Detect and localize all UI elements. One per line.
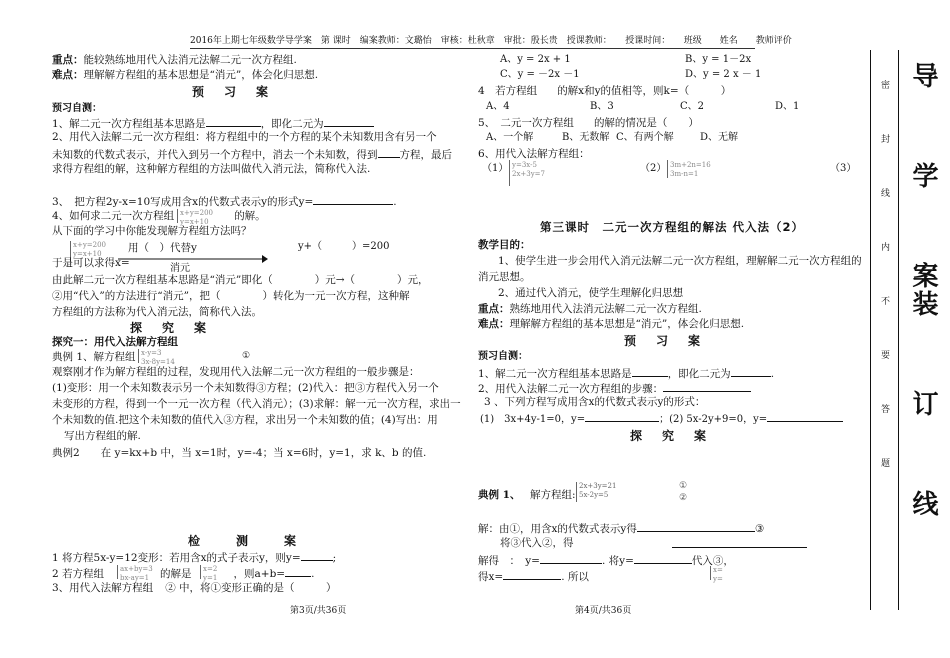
- left-obs-line2: (1)变形：用一个未知数表示另一个未知数得③方程；(2)代入：把③方程代入另一个: [52, 382, 439, 394]
- right-ex1-text: 解方程组:: [530, 489, 576, 501]
- right-q6-2: （2）: [640, 163, 667, 174]
- right-sol4-brace: [710, 566, 711, 580]
- left-p6-line2: ②用“代入”的方法进行“消元”，把（ ）转化为一元一次方程，这种解: [52, 290, 410, 302]
- right-difficulty: 难点：理解解方程组的基本思想是“消元”，体会化归思想.: [478, 318, 745, 330]
- left-c2-system-brace: [117, 565, 118, 579]
- left-ask-x: 于是可以求得x=: [52, 257, 130, 269]
- left-p1: 1、解二元一次方程组基本思路是 ，即化二元为: [52, 117, 374, 130]
- left-p3: 3、 把方程2y-x=10写成用含x的代数式表示y的形式y= .: [52, 196, 397, 208]
- left-self-test: 预习自测：: [52, 103, 102, 114]
- right-q5C: C、有两个解: [616, 132, 674, 143]
- left-explore1: 探究一：用代入法解方程组: [52, 336, 178, 348]
- right-sol3: 解得 ： y= . 将y= 代入③，: [478, 555, 734, 567]
- left-elim-arrow: [118, 251, 268, 265]
- right-q5D: D、无解: [700, 132, 739, 143]
- binding-line-left: [870, 50, 871, 610]
- left-ex2: 典例2 在 y=kx+b 中，当 x=1时，y=-4；当 x=6时，y=1，求 k、b 的值.: [52, 447, 427, 459]
- right-q6-1: （1）: [482, 163, 509, 174]
- left-p6-line1: 由此解二元一次方程组基本思路是“消元”即化（ ）元→（ ）元，: [52, 274, 429, 286]
- right-q5: 5、 二元一次方程组 的解的情况是（ ）: [478, 117, 699, 129]
- right-ex1-brace: [576, 482, 577, 502]
- right-sol1: 解：由①，用含x的代数式表示y得 ③: [478, 523, 765, 535]
- left-eq-right: y+（ ）=200: [298, 241, 390, 252]
- right-lesson-title: 第三课时 二元一次方程组的解法 代入法（2）: [540, 220, 805, 234]
- right-q6-1-brace: [509, 160, 510, 186]
- left-p4-system-brace: [177, 209, 178, 223]
- right-explore-title: 探 究 案: [630, 429, 711, 443]
- left-p6-line3: 方程组的方法称为代入消元法，简称代入法。: [52, 306, 262, 318]
- left-ex1-system-brace: [138, 349, 139, 363]
- right-optB: B、y = 1－2x: [685, 54, 752, 65]
- right-preview-title: 预 习 案: [624, 334, 705, 348]
- left-ex1-system: x-y=3 3x-8y=14: [141, 349, 175, 366]
- right-q4C: C、2: [680, 101, 705, 112]
- left-obs-line3: 未变形的方程，得到一个一元一次方程（代入消元）；(3)求解：解一元一次方程，求出一: [52, 398, 461, 410]
- right-q4B: B、3: [590, 101, 614, 112]
- right-goal: 教学目的：: [478, 239, 531, 251]
- right-p1: 1、解二元一次方程组基本思路是 ，即化二元为 .: [478, 368, 775, 380]
- header-rule: [190, 48, 755, 49]
- right-optA: A、y = 2x + 1: [500, 54, 571, 65]
- binding-line-right: [898, 50, 899, 610]
- right-q6: 6、用代入法解方程组：: [478, 148, 590, 160]
- right-q5A: A、一个解: [486, 132, 534, 143]
- right-goal1-line2: 消元思想。: [478, 271, 531, 283]
- left-p4: 4、如何求二元一次方程组 的解。: [52, 210, 266, 222]
- right-focus: 重点：熟练地用代入法消元法解二元一次方程组.: [478, 303, 702, 315]
- left-explore-title: 探 究 案: [130, 321, 211, 335]
- page-header: 2016年上期七年级数学导学案 第 课时 编案教师：文璐怡 审核：杜秋章 审批：殷长贵 授课教师： 授课时间： 班级 姓名 教师评价: [190, 36, 792, 46]
- right-q6-2-brace: [667, 160, 668, 178]
- left-p2-line3: 求得方程组的解，这种解方程组的方法叫做代入消元法，简称代入法.: [52, 163, 371, 175]
- left-footer: 第3页/共36页: [290, 606, 347, 616]
- left-elim-label: 消元: [170, 263, 190, 274]
- left-replace: 用（ ）代替y: [128, 242, 197, 254]
- right-goal1-line1: 1、使学生进一步会用代入消元法解二元一次方程组，理解解二元一次方程组的: [498, 255, 862, 267]
- left-obs-line1: 观察刚才作为解方程组的过程，发现用代入法解二元一次方程组的一般步骤是：: [52, 366, 420, 378]
- left-c2: 2 若方程组 的解是 ，则a+b= .: [52, 568, 315, 580]
- right-q4A: A、4: [486, 101, 510, 112]
- left-check-title: 检 测 案: [188, 534, 301, 548]
- right-self-test: 预习自测：: [478, 351, 528, 362]
- side-seal-note: 密 封 线 内 不 要 答 题: [879, 80, 889, 476]
- left-c3: 3、用代入法解方程组 ② 中，将①变形正确的是（ ）: [52, 582, 337, 594]
- right-ex1-n2: ②: [679, 493, 688, 503]
- right-ex1-n1: ①: [679, 481, 688, 491]
- right-q6-3: （3）: [830, 163, 857, 174]
- left-obs-line5: 写出方程组的解.: [64, 430, 141, 442]
- right-optD: D、y = 2 x － 1: [685, 69, 762, 80]
- left-c1: 1 将方程5x-y=12变形：若用含x的式子表示y，则y= ;: [52, 552, 337, 564]
- left-focus: 重点：能较熟练地用代入法消元法解二元一次方程组.: [52, 54, 297, 66]
- left-p4-system: x+y=200 y=x+10: [180, 209, 213, 226]
- left-difficulty: 难点：理解解方程组的基本思想是“消元”，体会化归思想.: [52, 69, 319, 81]
- left-preview-title: 预 习 案: [192, 85, 273, 99]
- right-q6-2-system: 3m+2n=16 3m-n=1: [670, 161, 711, 178]
- right-p3-items: (1) 3x+4y-1=0，y= ；(2) 5x-2y+9=0，y=: [480, 412, 843, 425]
- right-ex1-system: 2x+3y=21 5x-2y=5: [579, 482, 617, 499]
- left-p5-system: x+y=200 y=x+10: [73, 241, 106, 258]
- right-q6-1-system: y=3x-5 2x+3y=7: [512, 161, 545, 178]
- side-title-bottom: 装 订 线: [908, 290, 938, 540]
- right-sol4-system: x= y=: [713, 566, 723, 583]
- right-sol2: 将③代入②，得: [500, 537, 574, 549]
- left-p2-line1: 2、用代入法解二元一次方程组：将方程组中的一个方程的某个未知数用含有另一个: [52, 131, 437, 143]
- right-footer: 第4页/共36页: [575, 606, 632, 616]
- left-ex1: 典例 1、解方程组: [52, 351, 136, 363]
- right-sol2-blank: [672, 547, 807, 548]
- right-goal2: 2、通过代入消元，使学生理解化归思想: [498, 287, 684, 299]
- right-p2: 2、用代入法解二元一次方程组的步骤：: [478, 382, 751, 395]
- right-q4D: D、1: [775, 101, 800, 112]
- right-q5B: B、无数解: [562, 132, 610, 143]
- left-p5: 从下面的学习中你能发现解方程组方法吗？: [52, 225, 252, 237]
- left-circ1: ①: [242, 351, 251, 361]
- right-sol4: 得x= . 所以: [478, 571, 589, 583]
- left-c2-system: ax+by=3 bx-ay=1: [120, 565, 153, 582]
- left-c2-solution: x=2 y=1: [203, 565, 218, 582]
- left-p2-line2: 未知数的代数式表示，并代入到另一个方程中，消去一个未知数，得到 方程，最后: [52, 149, 452, 161]
- right-q4: 4 若方程组 的解x和y的值相等，则k=（ ）: [478, 85, 732, 97]
- side-title-top: 导 学 案: [908, 62, 938, 312]
- right-ex1-label: 典例 1、: [478, 489, 521, 501]
- right-p3: 3 、下列方程写成用含x的代数式表示y的形式：: [484, 396, 706, 408]
- right-optC: C、y = －2x －1: [500, 69, 580, 80]
- left-obs-line4: 个未知数的值.把这个未知数的值代入③方程，求出另一个未知数的值；(4)写出：用: [52, 414, 438, 426]
- left-c2-solution-brace: [200, 565, 201, 579]
